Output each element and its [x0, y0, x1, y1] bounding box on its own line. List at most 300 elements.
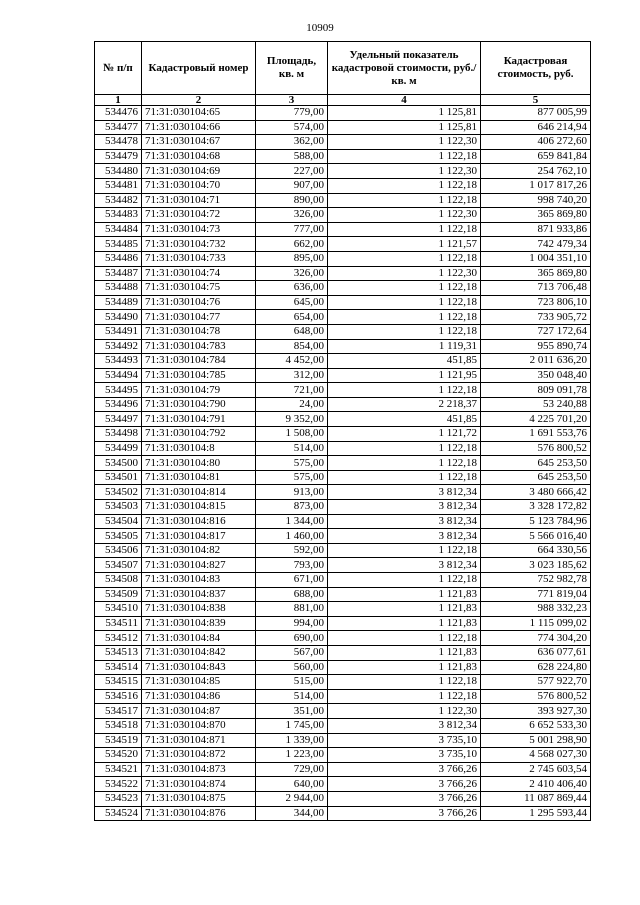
cadastral-number-cell: 71:31:030104:827 — [142, 558, 256, 573]
unit-value-cell: 1 122,18 — [328, 324, 481, 339]
table-row — [95, 222, 591, 237]
row-index-cell: 534486 — [95, 251, 142, 266]
unit-value-cell: 1 122,18 — [328, 310, 481, 325]
table-row — [95, 514, 591, 529]
row-index-cell: 534489 — [95, 295, 142, 310]
unit-value-cell: 2 218,37 — [328, 397, 481, 412]
area-cell: 671,00 — [256, 573, 328, 588]
cadastral-number-cell: 71:31:030104:873 — [142, 762, 256, 777]
area-cell: 648,00 — [256, 324, 328, 339]
cadastral-number-cell: 71:31:030104:77 — [142, 310, 256, 325]
row-index-cell: 534476 — [95, 106, 142, 121]
header-area: Площадь, кв. м — [256, 42, 328, 95]
cadastral-cost-cell: 723 806,10 — [481, 295, 591, 310]
cadastral-number-cell: 71:31:030104:784 — [142, 354, 256, 369]
area-cell: 514,00 — [256, 689, 328, 704]
unit-value-cell: 1 122,18 — [328, 631, 481, 646]
table-row — [95, 368, 591, 383]
cadastral-cost-cell: 254 762,10 — [481, 164, 591, 179]
area-cell: 326,00 — [256, 266, 328, 281]
cadastral-number-cell: 71:31:030104:815 — [142, 500, 256, 515]
cadastral-cost-cell: 645 253,50 — [481, 470, 591, 485]
cadastral-number-cell: 71:31:030104:790 — [142, 397, 256, 412]
cadastral-number-cell: 71:31:030104:874 — [142, 777, 256, 792]
row-index-cell: 534523 — [95, 791, 142, 806]
row-index-cell: 534519 — [95, 733, 142, 748]
area-cell: 654,00 — [256, 310, 328, 325]
cadastral-number-cell: 71:31:030104:838 — [142, 602, 256, 617]
unit-value-cell: 1 121,95 — [328, 368, 481, 383]
unit-value-cell: 451,85 — [328, 354, 481, 369]
unit-value-cell: 1 122,18 — [328, 573, 481, 588]
unit-value-cell: 451,85 — [328, 412, 481, 427]
table-row — [95, 675, 591, 690]
unit-value-cell: 3 812,34 — [328, 718, 481, 733]
table-row — [95, 354, 591, 369]
table-row — [95, 295, 591, 310]
cadastral-cost-cell: 628 224,80 — [481, 660, 591, 675]
row-index-cell: 534522 — [95, 777, 142, 792]
cadastral-cost-cell: 350 048,40 — [481, 368, 591, 383]
row-index-cell: 534515 — [95, 675, 142, 690]
cadastral-cost-cell: 576 800,52 — [481, 689, 591, 704]
row-index-cell: 534511 — [95, 616, 142, 631]
cadastral-cost-cell: 646 214,94 — [481, 120, 591, 135]
area-cell: 721,00 — [256, 383, 328, 398]
table-row — [95, 748, 591, 763]
table-row — [95, 310, 591, 325]
unit-value-cell: 1 122,30 — [328, 266, 481, 281]
cadastral-cost-cell: 733 905,72 — [481, 310, 591, 325]
unit-value-cell: 1 122,30 — [328, 704, 481, 719]
unit-value-cell: 3 766,26 — [328, 762, 481, 777]
row-index-cell: 534488 — [95, 281, 142, 296]
table-row — [95, 135, 591, 150]
table-row — [95, 149, 591, 164]
cadastral-cost-cell: 4 225 701,20 — [481, 412, 591, 427]
table-row — [95, 762, 591, 777]
cadastral-number-cell: 71:31:030104:814 — [142, 485, 256, 500]
row-index-cell: 534485 — [95, 237, 142, 252]
area-cell: 994,00 — [256, 616, 328, 631]
row-index-cell: 534496 — [95, 397, 142, 412]
cadastral-cost-cell: 3 023 185,62 — [481, 558, 591, 573]
cadastral-number-cell: 71:31:030104:66 — [142, 120, 256, 135]
table-row — [95, 558, 591, 573]
area-cell: 227,00 — [256, 164, 328, 179]
unit-value-cell: 1 122,18 — [328, 689, 481, 704]
table-row — [95, 193, 591, 208]
row-index-cell: 534516 — [95, 689, 142, 704]
unit-value-cell: 1 121,83 — [328, 602, 481, 617]
cadastral-cost-cell: 2 410 406,40 — [481, 777, 591, 792]
table-row — [95, 251, 591, 266]
area-cell: 2 944,00 — [256, 791, 328, 806]
cadastral-number-cell: 71:31:030104:87 — [142, 704, 256, 719]
area-cell: 9 352,00 — [256, 412, 328, 427]
area-cell: 574,00 — [256, 120, 328, 135]
unit-value-cell: 3 812,34 — [328, 485, 481, 500]
cadastral-number-cell: 71:31:030104:86 — [142, 689, 256, 704]
row-index-cell: 534507 — [95, 558, 142, 573]
table-row — [95, 791, 591, 806]
unit-value-cell: 1 121,72 — [328, 427, 481, 442]
area-cell: 575,00 — [256, 456, 328, 471]
table-row — [95, 427, 591, 442]
cadastral-cost-cell: 365 869,80 — [481, 266, 591, 281]
cadastral-cost-cell: 1 017 817,26 — [481, 178, 591, 193]
area-cell: 24,00 — [256, 397, 328, 412]
cadastral-number-cell: 71:31:030104:84 — [142, 631, 256, 646]
row-index-cell: 534517 — [95, 704, 142, 719]
area-cell: 640,00 — [256, 777, 328, 792]
row-index-cell: 534520 — [95, 748, 142, 763]
cadastral-number-cell: 71:31:030104:81 — [142, 470, 256, 485]
unit-value-cell: 1 122,18 — [328, 222, 481, 237]
unit-value-cell: 3 766,26 — [328, 777, 481, 792]
area-cell: 729,00 — [256, 762, 328, 777]
area-cell: 514,00 — [256, 441, 328, 456]
row-index-cell: 534508 — [95, 573, 142, 588]
area-cell: 1 223,00 — [256, 748, 328, 763]
cadastral-cost-cell: 809 091,78 — [481, 383, 591, 398]
table-row — [95, 339, 591, 354]
cadastral-number-cell: 71:31:030104:73 — [142, 222, 256, 237]
row-index-cell: 534494 — [95, 368, 142, 383]
row-index-cell: 534514 — [95, 660, 142, 675]
row-index-cell: 534492 — [95, 339, 142, 354]
cadastral-cost-cell: 2 745 603,54 — [481, 762, 591, 777]
row-index-cell: 534480 — [95, 164, 142, 179]
cadastral-number-cell: 71:31:030104:876 — [142, 806, 256, 821]
table-row — [95, 704, 591, 719]
unit-value-cell: 1 122,18 — [328, 441, 481, 456]
header-row — [95, 42, 591, 95]
unit-value-cell: 3 812,34 — [328, 529, 481, 544]
table-row — [95, 485, 591, 500]
cadastral-number-cell: 71:31:030104:65 — [142, 106, 256, 121]
unit-value-cell: 3 766,26 — [328, 806, 481, 821]
table-row — [95, 412, 591, 427]
unit-value-cell: 1 121,83 — [328, 660, 481, 675]
cadastral-number-cell: 71:31:030104:872 — [142, 748, 256, 763]
table-row — [95, 631, 591, 646]
column-number: 1 — [95, 95, 142, 106]
row-index-cell: 534512 — [95, 631, 142, 646]
cadastral-cost-cell: 727 172,64 — [481, 324, 591, 339]
unit-value-cell: 1 122,30 — [328, 164, 481, 179]
row-index-cell: 534509 — [95, 587, 142, 602]
area-cell: 1 339,00 — [256, 733, 328, 748]
table-row — [95, 806, 591, 821]
header-index: № п/п — [95, 42, 142, 95]
area-cell: 690,00 — [256, 631, 328, 646]
area-cell: 1 508,00 — [256, 427, 328, 442]
cadastral-cost-cell: 1 691 553,76 — [481, 427, 591, 442]
table-row — [95, 689, 591, 704]
table-row — [95, 573, 591, 588]
row-index-cell: 534481 — [95, 178, 142, 193]
area-cell: 326,00 — [256, 208, 328, 223]
row-index-cell: 534518 — [95, 718, 142, 733]
cadastral-cost-cell: 988 332,23 — [481, 602, 591, 617]
cadastral-number-cell: 71:31:030104:839 — [142, 616, 256, 631]
cadastral-number-cell: 71:31:030104:80 — [142, 456, 256, 471]
unit-value-cell: 1 121,83 — [328, 587, 481, 602]
page-number: 10909 — [306, 22, 334, 34]
cadastral-number-cell: 71:31:030104:83 — [142, 573, 256, 588]
table-row — [95, 120, 591, 135]
cadastral-cost-cell: 5 566 016,40 — [481, 529, 591, 544]
table-row — [95, 470, 591, 485]
area-cell: 515,00 — [256, 675, 328, 690]
row-index-cell: 534510 — [95, 602, 142, 617]
column-number: 2 — [142, 95, 256, 106]
cadastral-cost-cell: 393 927,30 — [481, 704, 591, 719]
cadastral-cost-cell: 53 240,88 — [481, 397, 591, 412]
row-index-cell: 534504 — [95, 514, 142, 529]
row-index-cell: 534495 — [95, 383, 142, 398]
unit-value-cell: 1 122,18 — [328, 193, 481, 208]
table-row — [95, 733, 591, 748]
row-index-cell: 534521 — [95, 762, 142, 777]
table-row — [95, 616, 591, 631]
unit-value-cell: 1 122,18 — [328, 675, 481, 690]
cadastral-number-cell: 71:31:030104:8 — [142, 441, 256, 456]
cadastral-number-cell: 71:31:030104:69 — [142, 164, 256, 179]
cadastral-cost-cell: 576 800,52 — [481, 441, 591, 456]
unit-value-cell: 1 119,31 — [328, 339, 481, 354]
cadastral-cost-cell: 664 330,56 — [481, 543, 591, 558]
row-index-cell: 534490 — [95, 310, 142, 325]
cadastral-number-cell: 71:31:030104:791 — [142, 412, 256, 427]
area-cell: 312,00 — [256, 368, 328, 383]
area-cell: 662,00 — [256, 237, 328, 252]
cadastral-number-cell: 71:31:030104:76 — [142, 295, 256, 310]
cadastral-cost-cell: 6 652 533,30 — [481, 718, 591, 733]
cadastral-number-cell: 71:31:030104:82 — [142, 543, 256, 558]
area-cell: 645,00 — [256, 295, 328, 310]
cadastral-cost-cell: 3 328 172,82 — [481, 500, 591, 515]
unit-value-cell: 3 812,34 — [328, 558, 481, 573]
table-row — [95, 281, 591, 296]
table-row — [95, 383, 591, 398]
area-cell: 592,00 — [256, 543, 328, 558]
table-row — [95, 777, 591, 792]
cadastral-cost-cell: 5 001 298,90 — [481, 733, 591, 748]
row-index-cell: 534500 — [95, 456, 142, 471]
unit-value-cell: 1 122,18 — [328, 470, 481, 485]
unit-value-cell: 3 735,10 — [328, 748, 481, 763]
unit-value-cell: 1 122,18 — [328, 178, 481, 193]
row-index-cell: 534484 — [95, 222, 142, 237]
row-index-cell: 534487 — [95, 266, 142, 281]
cadastral-cost-cell: 752 982,78 — [481, 573, 591, 588]
table-body — [95, 106, 591, 821]
area-cell: 1 460,00 — [256, 529, 328, 544]
area-cell: 913,00 — [256, 485, 328, 500]
area-cell: 688,00 — [256, 587, 328, 602]
cadastral-cost-cell: 1 295 593,44 — [481, 806, 591, 821]
cadastral-number-cell: 71:31:030104:78 — [142, 324, 256, 339]
row-index-cell: 534501 — [95, 470, 142, 485]
cadastral-number-cell: 71:31:030104:785 — [142, 368, 256, 383]
header-cadastral-cost: Кадастровая стоимость, руб. — [481, 42, 591, 95]
area-cell: 1 745,00 — [256, 718, 328, 733]
unit-value-cell: 1 121,83 — [328, 616, 481, 631]
table-row — [95, 164, 591, 179]
cadastral-cost-cell: 645 253,50 — [481, 456, 591, 471]
row-index-cell: 534482 — [95, 193, 142, 208]
cadastral-table — [94, 41, 591, 821]
cadastral-number-cell: 71:31:030104:74 — [142, 266, 256, 281]
unit-value-cell: 1 122,18 — [328, 383, 481, 398]
table-row — [95, 441, 591, 456]
cadastral-cost-cell: 406 272,60 — [481, 135, 591, 150]
area-cell: 4 452,00 — [256, 354, 328, 369]
table-row — [95, 718, 591, 733]
table-row — [95, 660, 591, 675]
area-cell: 588,00 — [256, 149, 328, 164]
row-index-cell: 534499 — [95, 441, 142, 456]
area-cell: 560,00 — [256, 660, 328, 675]
unit-value-cell: 1 125,81 — [328, 106, 481, 121]
header-cadastral-number: Кадастровый номер — [142, 42, 256, 95]
row-index-cell: 534483 — [95, 208, 142, 223]
cadastral-cost-cell: 998 740,20 — [481, 193, 591, 208]
row-index-cell: 534503 — [95, 500, 142, 515]
unit-value-cell: 1 122,18 — [328, 281, 481, 296]
area-cell: 344,00 — [256, 806, 328, 821]
column-number: 4 — [328, 95, 481, 106]
cadastral-number-cell: 71:31:030104:71 — [142, 193, 256, 208]
table-row — [95, 178, 591, 193]
table-row — [95, 529, 591, 544]
column-number: 5 — [481, 95, 591, 106]
table-row — [95, 237, 591, 252]
cadastral-cost-cell: 871 933,86 — [481, 222, 591, 237]
unit-value-cell: 1 122,18 — [328, 456, 481, 471]
unit-value-cell: 1 122,30 — [328, 135, 481, 150]
row-index-cell: 534506 — [95, 543, 142, 558]
table-row — [95, 602, 591, 617]
cadastral-number-cell: 71:31:030104:85 — [142, 675, 256, 690]
cadastral-number-cell: 71:31:030104:79 — [142, 383, 256, 398]
unit-value-cell: 1 121,83 — [328, 645, 481, 660]
unit-value-cell: 3 812,34 — [328, 500, 481, 515]
cadastral-cost-cell: 771 819,04 — [481, 587, 591, 602]
cadastral-number-cell: 71:31:030104:816 — [142, 514, 256, 529]
cadastral-cost-cell: 5 123 784,96 — [481, 514, 591, 529]
area-cell: 575,00 — [256, 470, 328, 485]
cadastral-cost-cell: 1 004 351,10 — [481, 251, 591, 266]
table-row — [95, 106, 591, 121]
cadastral-number-cell: 71:31:030104:732 — [142, 237, 256, 252]
area-cell: 907,00 — [256, 178, 328, 193]
unit-value-cell: 1 122,18 — [328, 149, 481, 164]
row-index-cell: 534513 — [95, 645, 142, 660]
row-index-cell: 534505 — [95, 529, 142, 544]
area-cell: 890,00 — [256, 193, 328, 208]
cadastral-number-cell: 71:31:030104:67 — [142, 135, 256, 150]
cadastral-cost-cell: 955 890,74 — [481, 339, 591, 354]
unit-value-cell: 3 766,26 — [328, 791, 481, 806]
row-index-cell: 534498 — [95, 427, 142, 442]
area-cell: 793,00 — [256, 558, 328, 573]
row-index-cell: 534491 — [95, 324, 142, 339]
area-cell: 854,00 — [256, 339, 328, 354]
cadastral-number-cell: 71:31:030104:70 — [142, 178, 256, 193]
column-number-row — [95, 95, 591, 106]
row-index-cell: 534479 — [95, 149, 142, 164]
unit-value-cell: 1 122,30 — [328, 208, 481, 223]
cadastral-number-cell: 71:31:030104:733 — [142, 251, 256, 266]
cadastral-cost-cell: 659 841,84 — [481, 149, 591, 164]
cadastral-cost-cell: 742 479,34 — [481, 237, 591, 252]
cadastral-cost-cell: 1 115 099,02 — [481, 616, 591, 631]
cadastral-number-cell: 71:31:030104:68 — [142, 149, 256, 164]
table-row — [95, 324, 591, 339]
table-row — [95, 500, 591, 515]
cadastral-cost-cell: 11 087 869,44 — [481, 791, 591, 806]
table-row — [95, 543, 591, 558]
unit-value-cell: 1 122,18 — [328, 295, 481, 310]
cadastral-number-cell: 71:31:030104:817 — [142, 529, 256, 544]
area-cell: 567,00 — [256, 645, 328, 660]
row-index-cell: 534524 — [95, 806, 142, 821]
area-cell: 873,00 — [256, 500, 328, 515]
cadastral-cost-cell: 365 869,80 — [481, 208, 591, 223]
table-row — [95, 645, 591, 660]
cadastral-cost-cell: 877 005,99 — [481, 106, 591, 121]
row-index-cell: 534477 — [95, 120, 142, 135]
area-cell: 881,00 — [256, 602, 328, 617]
cadastral-number-cell: 71:31:030104:870 — [142, 718, 256, 733]
row-index-cell: 534493 — [95, 354, 142, 369]
cadastral-cost-cell: 3 480 666,42 — [481, 485, 591, 500]
area-cell: 779,00 — [256, 106, 328, 121]
row-index-cell: 534497 — [95, 412, 142, 427]
area-cell: 362,00 — [256, 135, 328, 150]
table-row — [95, 266, 591, 281]
cadastral-number-cell: 71:31:030104:75 — [142, 281, 256, 296]
cadastral-cost-cell: 577 922,70 — [481, 675, 591, 690]
table-row — [95, 208, 591, 223]
unit-value-cell: 1 122,18 — [328, 251, 481, 266]
cadastral-number-cell: 71:31:030104:837 — [142, 587, 256, 602]
unit-value-cell: 3 812,34 — [328, 514, 481, 529]
unit-value-cell: 1 121,57 — [328, 237, 481, 252]
cadastral-number-cell: 71:31:030104:843 — [142, 660, 256, 675]
table-row — [95, 587, 591, 602]
unit-value-cell: 1 125,81 — [328, 120, 481, 135]
area-cell: 351,00 — [256, 704, 328, 719]
cadastral-number-cell: 71:31:030104:871 — [142, 733, 256, 748]
cadastral-number-cell: 71:31:030104:842 — [142, 645, 256, 660]
row-index-cell: 534478 — [95, 135, 142, 150]
cadastral-cost-cell: 774 304,20 — [481, 631, 591, 646]
column-number: 3 — [256, 95, 328, 106]
unit-value-cell: 1 122,18 — [328, 543, 481, 558]
cadastral-cost-cell: 713 706,48 — [481, 281, 591, 296]
cadastral-number-cell: 71:31:030104:792 — [142, 427, 256, 442]
header-unit-value: Удельный показатель кадастровой стоимости, руб./кв. м — [328, 42, 481, 95]
row-index-cell: 534502 — [95, 485, 142, 500]
cadastral-cost-cell: 2 011 636,20 — [481, 354, 591, 369]
area-cell: 1 344,00 — [256, 514, 328, 529]
cadastral-number-cell: 71:31:030104:783 — [142, 339, 256, 354]
cadastral-number-cell: 71:31:030104:72 — [142, 208, 256, 223]
